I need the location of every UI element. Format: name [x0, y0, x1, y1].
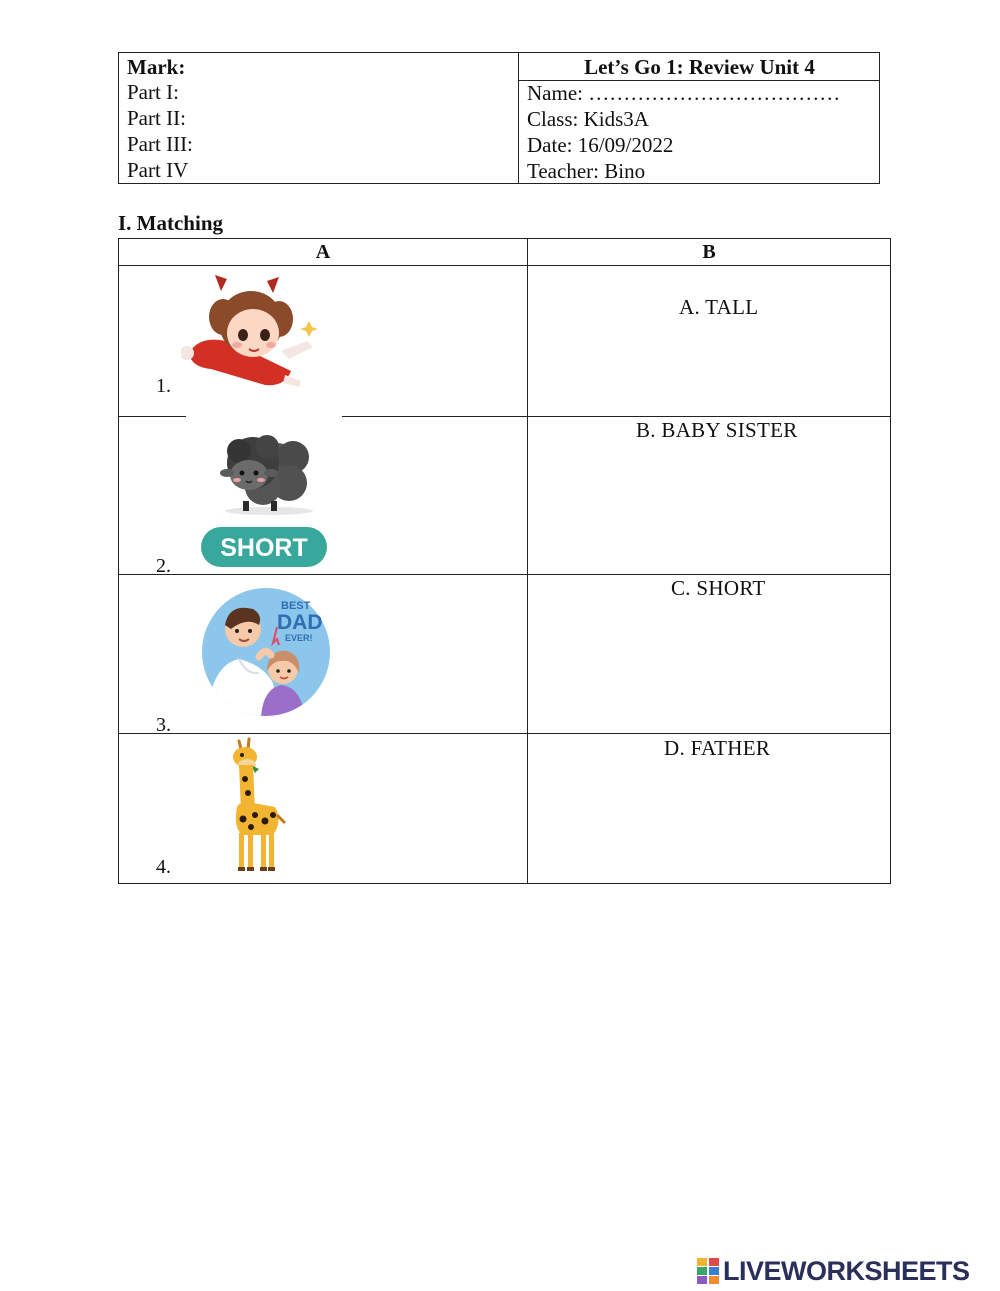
part-2-label: Part II: [127, 106, 186, 130]
item-number-2: 2. [156, 555, 171, 577]
part-1-label: Part I: [127, 80, 179, 104]
part-4-label: Part IV [127, 158, 189, 182]
row-rule [119, 733, 890, 734]
answer-d: D. FATHER [664, 736, 771, 760]
giraffe-image [221, 735, 291, 873]
item-number-1: 1. [156, 375, 171, 397]
name-field: Name: ……………………………… [527, 81, 841, 105]
header-table [118, 52, 880, 184]
column-divider [527, 239, 528, 883]
answer-a: A. TALL [679, 295, 759, 319]
liveworksheets-logo-icon [697, 1258, 719, 1284]
answer-c: C. SHORT [671, 576, 766, 600]
row-rule [119, 265, 890, 266]
liveworksheets-logo-text: LIVEWORKSHEETS [723, 1255, 970, 1286]
dad-badge-line3: EVER! [285, 633, 313, 643]
sheep-image [209, 427, 319, 517]
date-field: Date: 16/09/2022 [527, 133, 674, 157]
short-badge [201, 527, 327, 567]
teacher-field: Teacher: Bino [527, 159, 646, 183]
column-b-header: B [702, 241, 716, 263]
dad-badge-line1: BEST [281, 600, 311, 612]
mark-label: Mark: [127, 55, 186, 79]
item-number-3: 3. [156, 714, 171, 736]
item-number-4: 4. [156, 856, 171, 878]
part-3-label: Part III: [127, 132, 193, 156]
answer-b: B. BABY SISTER [636, 418, 798, 442]
row-rule [342, 416, 890, 417]
baby-sister-image [181, 271, 321, 393]
row-rule [119, 574, 890, 575]
short-badge-text: SHORT [220, 534, 308, 562]
matching-table [118, 238, 891, 884]
class-field: Class: Kids3A [527, 107, 649, 131]
dad-badge-line2: DAD [277, 611, 323, 634]
row-rule [119, 416, 186, 417]
worksheet-title: Let’s Go 1: Review Unit 4 [584, 55, 815, 79]
column-a-header: A [315, 241, 331, 263]
best-dad-image [201, 587, 331, 717]
liveworksheets-logo [697, 1256, 970, 1286]
section-title: I. Matching [118, 211, 223, 235]
